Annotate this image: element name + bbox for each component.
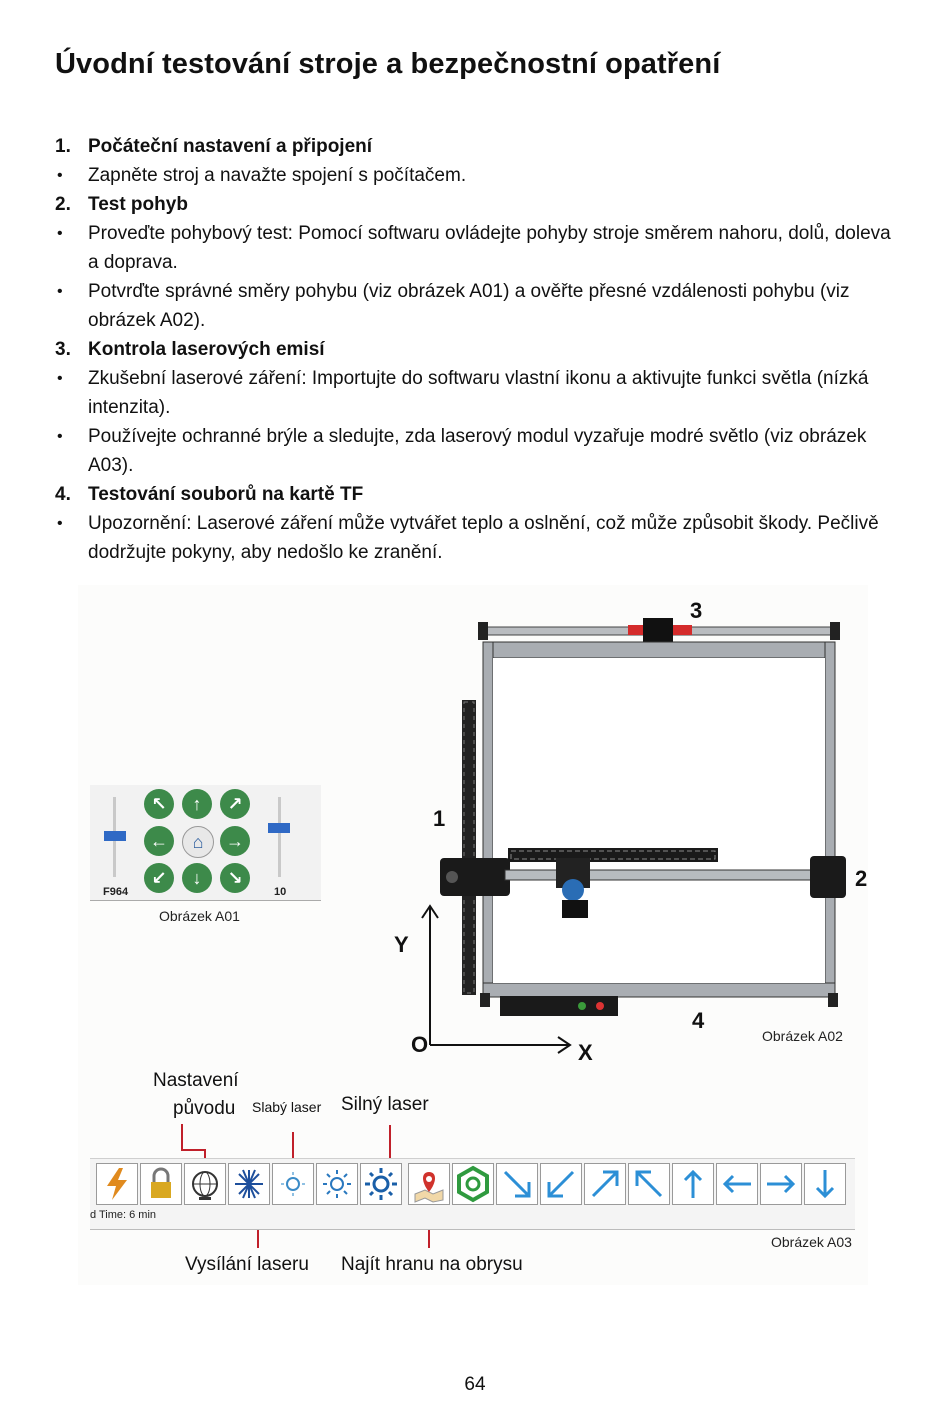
label-strong-laser: Silný laser [341, 1094, 429, 1115]
origin-label: O [411, 1032, 429, 1057]
bullet: • [57, 515, 63, 532]
section-number: 3. [55, 339, 71, 360]
light-icon [317, 1164, 357, 1204]
laser-burst-icon [229, 1164, 269, 1204]
step-slider-value: 10 [274, 886, 287, 898]
jog-down-left-button[interactable]: ↙ [144, 863, 174, 893]
move-up-right-button[interactable] [584, 1163, 626, 1205]
move-left-button[interactable] [716, 1163, 758, 1205]
list-item [55, 509, 895, 567]
lightning-button[interactable] [96, 1163, 138, 1205]
lock-button[interactable] [140, 1163, 182, 1205]
map-pin-icon [409, 1164, 449, 1204]
section-number: 2. [55, 194, 71, 215]
marker-2: 2 [855, 866, 868, 891]
bullet: • [57, 225, 63, 242]
list-item [55, 161, 895, 190]
strong-laser-button[interactable] [360, 1163, 402, 1205]
find-edge-button[interactable] [408, 1163, 450, 1205]
jog-control-pad [90, 785, 321, 901]
origin-setting-button[interactable] [184, 1163, 226, 1205]
arrow-down-left-icon [541, 1164, 581, 1204]
bullet: • [57, 167, 63, 184]
jog-up-button[interactable]: ↑ [182, 789, 212, 819]
feed-slider-value: F964 [103, 886, 129, 898]
bullet: • [57, 283, 63, 300]
figure-caption-a03: Obrázek A03 [771, 1234, 852, 1250]
status-time: d Time: 6 min [90, 1209, 157, 1221]
jog-right-button[interactable]: → [220, 826, 250, 856]
lightning-icon [97, 1164, 137, 1204]
marker-4: 4 [692, 1008, 705, 1033]
machine-frame-diagram [400, 590, 870, 1065]
label-origin-line2: původu [173, 1098, 236, 1119]
list-item [55, 364, 895, 422]
jog-down-right-button[interactable]: ↘ [220, 863, 250, 893]
figure-caption-a02: Obrázek A02 [762, 1028, 843, 1044]
section-heading [55, 190, 895, 219]
list-item-text: Proveďte pohybový test: Pomocí softwaru ovládejte pohyby stroje směrem nahoru, dolů, doleva a doprava. [88, 223, 891, 273]
step-slider-track[interactable] [278, 797, 281, 877]
arrow-left-icon [717, 1164, 757, 1204]
axis-y-label: Y [394, 932, 409, 957]
figure-caption-a01: Obrázek A01 [159, 908, 240, 924]
list-item [55, 277, 895, 335]
jog-left-button[interactable]: ← [144, 826, 174, 856]
callout-line-origin-h [181, 1149, 205, 1151]
arrow-down-icon [805, 1164, 845, 1204]
section-heading [55, 480, 895, 509]
label-weak-laser: Slabý laser [252, 1099, 322, 1115]
arrow-right-icon [761, 1164, 801, 1204]
list-item-text: Zkušební laserové záření: Importujte do softwaru vlastní ikonu a aktivujte funkci světla (nízká intenzita). [88, 368, 869, 418]
label-origin-line1: Nastavení [153, 1070, 239, 1091]
list-item-text: Zapněte stroj a navažte spojení s počítačem. [88, 165, 467, 186]
hexagon-icon [453, 1164, 493, 1204]
list-item-text: Používejte ochranné brýle a sledujte, zda laserový modul vyzařuje modré světlo (viz obrázek A03). [88, 426, 867, 476]
section-heading-text: Kontrola laserových emisí [88, 339, 325, 360]
move-down-left-button[interactable] [540, 1163, 582, 1205]
light-button[interactable] [316, 1163, 358, 1205]
section-number: 4. [55, 484, 71, 505]
move-down-right-button[interactable] [496, 1163, 538, 1205]
move-right-button[interactable] [760, 1163, 802, 1205]
list-item-text: Potvrďte správné směry pohybu (viz obrázek A01) a ověřte přesné vzdálenosti pohybu (viz obrázek A02). [88, 281, 850, 331]
bullet: • [57, 428, 63, 445]
label-laser-emit: Vysílání laseru [185, 1254, 309, 1275]
weak-laser-button[interactable] [272, 1163, 314, 1205]
arrow-up-icon [673, 1164, 713, 1204]
jog-down-button[interactable]: ↓ [182, 863, 212, 893]
page-number: 64 [464, 1374, 486, 1395]
callout-line-origin [181, 1124, 183, 1150]
weak-light-icon [273, 1164, 313, 1204]
frame-button[interactable] [452, 1163, 494, 1205]
lock-icon [141, 1164, 181, 1204]
section-heading-text: Test pohyb [88, 194, 188, 215]
marker-1: 1 [433, 806, 446, 831]
axis-x-label: X [578, 1040, 593, 1065]
feed-slider-thumb[interactable] [104, 831, 126, 841]
jog-up-left-button[interactable]: ↖ [144, 789, 174, 819]
section-heading-text: Testování souborů na kartě TF [88, 484, 364, 505]
section-heading [55, 132, 895, 161]
instruction-list [55, 132, 895, 567]
move-up-button[interactable] [672, 1163, 714, 1205]
arrow-up-left-icon [629, 1164, 669, 1204]
bullet: • [57, 370, 63, 387]
globe-origin-icon [185, 1164, 225, 1204]
move-down-button[interactable] [804, 1163, 846, 1205]
jog-up-right-button[interactable]: ↗ [220, 789, 250, 819]
section-heading [55, 335, 895, 364]
label-find-edge: Najít hranu na obrysu [341, 1254, 523, 1275]
step-slider-thumb[interactable] [268, 823, 290, 833]
section-number: 1. [55, 136, 71, 157]
laser-emit-button[interactable] [228, 1163, 270, 1205]
software-toolbar [90, 1158, 855, 1230]
marker-3: 3 [690, 598, 703, 623]
move-up-left-button[interactable] [628, 1163, 670, 1205]
list-item [55, 219, 895, 277]
home-button[interactable]: ⌂ [182, 826, 214, 858]
arrow-up-right-icon [585, 1164, 625, 1204]
arrow-down-right-icon [497, 1164, 537, 1204]
list-item [55, 422, 895, 480]
list-item-text: Upozornění: Laserové záření může vytvářet teplo a oslnění, což může způsobit škody. Pečlivě dodržujte pokyny, aby nedošlo ke zranění. [88, 513, 879, 563]
page-title: Úvodní testování stroje a bezpečnostní opatření [55, 48, 721, 80]
section-heading-text: Počáteční nastavení a připojení [88, 136, 373, 157]
strong-light-icon [361, 1164, 401, 1204]
